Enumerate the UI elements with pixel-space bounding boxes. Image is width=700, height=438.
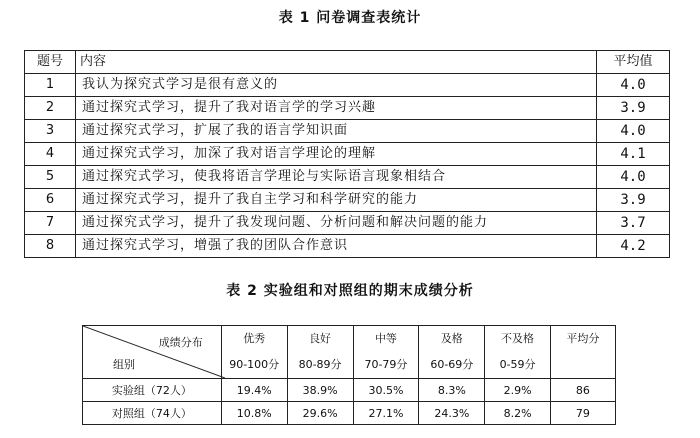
row-avg: 4.1 bbox=[597, 143, 670, 166]
row-content: 通过探究式学习，扩展了我的语言学知识面 bbox=[76, 120, 597, 143]
table-cell: 27.1% bbox=[353, 402, 419, 425]
group-label: 实验组（72人） bbox=[83, 379, 222, 402]
row-content: 通过探究式学习，增强了我的团队合作意识 bbox=[76, 235, 597, 258]
column-range: 60-69分 bbox=[430, 358, 474, 371]
column-header bbox=[221, 326, 287, 379]
row-avg: 3.7 bbox=[597, 212, 670, 235]
row-content: 通过探究式学习，加深了我对语言学理论的理解 bbox=[76, 143, 597, 166]
column-label: 良好 bbox=[309, 332, 332, 345]
column-header bbox=[550, 326, 615, 379]
header-avg: 平均值 bbox=[597, 51, 670, 74]
group-label: 对照组（74人） bbox=[83, 402, 222, 425]
table-cell: 19.4% bbox=[221, 379, 287, 402]
corner-top-label: 成绩分布 bbox=[158, 336, 203, 349]
row-no: 4 bbox=[25, 143, 76, 166]
header-no: 题号 bbox=[25, 51, 76, 74]
table-row bbox=[25, 120, 670, 143]
row-content: 通过探究式学习，提升了我对语言学的学习兴趣 bbox=[76, 97, 597, 120]
table-cell: 8.2% bbox=[485, 402, 551, 425]
column-label: 中等 bbox=[374, 332, 397, 345]
corner-bottom-label: 组别 bbox=[113, 358, 135, 371]
table-cell: 29.6% bbox=[287, 402, 353, 425]
table-row bbox=[25, 235, 670, 258]
table-row bbox=[83, 402, 616, 425]
column-label: 平均分 bbox=[566, 332, 600, 345]
table-row bbox=[25, 74, 670, 97]
table-cell: 86 bbox=[550, 379, 615, 402]
row-avg: 3.9 bbox=[597, 189, 670, 212]
table-cell: 79 bbox=[550, 402, 615, 425]
table-header-row bbox=[83, 326, 616, 379]
column-range: 70-79分 bbox=[364, 358, 408, 371]
table-row bbox=[25, 212, 670, 235]
table-row bbox=[25, 189, 670, 212]
row-no: 6 bbox=[25, 189, 76, 212]
row-no: 1 bbox=[25, 74, 76, 97]
table-row bbox=[25, 166, 670, 189]
row-no: 2 bbox=[25, 97, 76, 120]
table2-caption: 表 2 实验组和对照组的期末成绩分析 bbox=[226, 283, 474, 299]
row-content: 通过探究式学习，提升了我自主学习和科学研究的能力 bbox=[76, 189, 597, 212]
column-header bbox=[287, 326, 353, 379]
column-header bbox=[419, 326, 485, 379]
row-avg: 4.0 bbox=[597, 74, 670, 97]
table-cell: 2.9% bbox=[485, 379, 551, 402]
table1-caption: 表 1 问卷调查表统计 bbox=[278, 10, 422, 26]
column-range: 0-59分 bbox=[499, 358, 536, 371]
table-cell: 30.5% bbox=[353, 379, 419, 402]
row-content: 通过探究式学习，使我将语言学理论与实际语言现象相结合 bbox=[76, 166, 597, 189]
header-content: 内容 bbox=[76, 51, 597, 74]
table-row bbox=[25, 97, 670, 120]
diagonal-line-icon bbox=[83, 326, 225, 378]
column-label: 不及格 bbox=[501, 332, 535, 345]
column-range: 90-100分 bbox=[229, 358, 280, 371]
table-row bbox=[25, 143, 670, 166]
row-content: 我认为探究式学习是很有意义的 bbox=[76, 74, 597, 97]
row-no: 7 bbox=[25, 212, 76, 235]
column-header bbox=[485, 326, 551, 379]
survey-table bbox=[24, 50, 670, 258]
row-avg: 4.0 bbox=[597, 120, 670, 143]
column-range: 80-89分 bbox=[298, 358, 342, 371]
row-avg: 4.2 bbox=[597, 235, 670, 258]
table-cell: 38.9% bbox=[287, 379, 353, 402]
table-header-row bbox=[25, 51, 670, 74]
table-cell: 10.8% bbox=[221, 402, 287, 425]
row-avg: 4.0 bbox=[597, 166, 670, 189]
row-avg: 3.9 bbox=[597, 97, 670, 120]
table-row bbox=[83, 379, 616, 402]
grades-table bbox=[82, 325, 616, 425]
table-cell: 24.3% bbox=[419, 402, 485, 425]
row-no: 8 bbox=[25, 235, 76, 258]
column-label: 及格 bbox=[440, 332, 463, 345]
row-no: 5 bbox=[25, 166, 76, 189]
table-cell: 8.3% bbox=[419, 379, 485, 402]
row-content: 通过探究式学习，提升了我发现问题、分析问题和解决问题的能力 bbox=[76, 212, 597, 235]
row-no: 3 bbox=[25, 120, 76, 143]
column-label: 优秀 bbox=[243, 332, 266, 345]
diagonal-header-cell bbox=[83, 326, 222, 379]
column-header bbox=[353, 326, 419, 379]
